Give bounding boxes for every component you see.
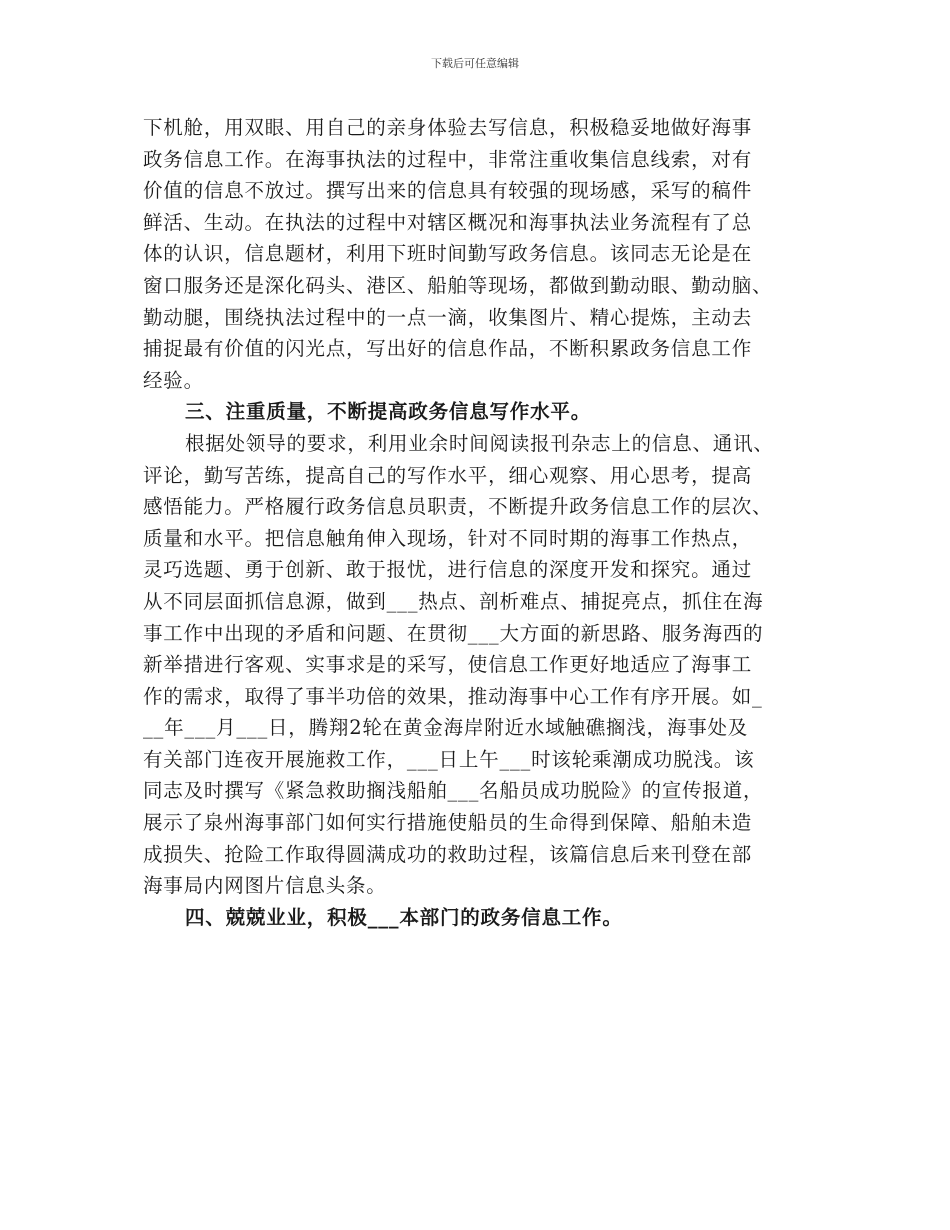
text-line: 灵巧选题、勇于创新、敢于报忧，进行信息的深度开发和探究。通过 xyxy=(143,558,753,582)
text-line: 鲜活、生动。在执法的过程中对辖区概况和海事执法业务流程有了总 xyxy=(143,210,753,234)
text-line: 经验。 xyxy=(143,368,204,392)
text-line: __年___月___日，腾翔2轮在黄金海岸附近水域触礁搁浅，海事处及 xyxy=(143,716,749,740)
text-line: 根据处领导的要求，利用业余时间阅读报刊杂志上的信息、通讯、 xyxy=(185,431,774,455)
text-line: 政务信息工作。在海事执法的过程中，非常注重收集信息线索，对有 xyxy=(143,147,753,171)
text-line: 有关部门连夜开展施救工作，___日上午___时该轮乘潮成功脱浅。该 xyxy=(143,747,755,771)
text-line: 同志及时撰写《紧急救助搁浅船舶___名船员成功脱险》的宣传报道， xyxy=(143,779,764,803)
text-line: 下机舱，用双眼、用自己的亲身体验去写信息，积极稳妥地做好海事 xyxy=(143,116,753,139)
text-line: 捕捉最有价值的闪光点，写出好的信息作品，不断积累政务信息工作 xyxy=(143,337,753,361)
text-line: 作的需求，取得了事半功倍的效果，推动海事中心工作有序开展。如_ xyxy=(143,684,763,708)
text-line: 勤动腿，围绕执法过程中的一点一滴，收集图片、精心提炼，主动去 xyxy=(143,305,753,329)
document-body xyxy=(143,112,833,933)
text-line: 评论，勤写苦练，提高自己的写作水平，细心观察、用心思考，提高 xyxy=(143,463,753,487)
text-line: 成损失、抢险工作取得圆满成功的救助过程，该篇信息后来刊登在部 xyxy=(143,842,753,866)
page-header: 下载后可任意编辑 xyxy=(431,57,519,70)
text-line: 新举措进行客观、实事求是的采写，使信息工作更好地适应了海事工 xyxy=(143,653,753,677)
text-line: 感悟能力。严格履行政务信息员职责，不断提升政务信息工作的层次、 xyxy=(143,495,773,519)
section-heading: 三、注重质量，不断提高政务信息写作水平。 xyxy=(185,400,592,424)
section-heading: 四、兢兢业业，积极___本部门的政务信息工作。 xyxy=(185,905,623,929)
text-line: 海事局内网图片信息头条。 xyxy=(143,874,387,898)
text-line: 事工作中出现的矛盾和问题、在贯彻___大方面的新思路、服务海西的 xyxy=(143,621,764,645)
text-line: 质量和水平。把信息触角伸入现场，针对不同时期的海事工作热点， xyxy=(143,526,753,550)
text-line: 价值的信息不放过。撰写出来的信息具有较强的现场感，采写的稿件 xyxy=(143,179,753,203)
text-line: 从不同层面抓信息源，做到___热点、剖析难点、捕捉亮点，抓住在海 xyxy=(143,589,764,613)
text-line: 体的认识，信息题材，利用下班时间勤写政务信息。该同志无论是在 xyxy=(143,242,753,266)
text-line: 展示了泉州海事部门如何实行措施使船员的生命得到保障、船舶未造 xyxy=(143,811,753,835)
text-line: 窗口服务还是深化码头、港区、船舶等现场，都做到勤动眼、勤动脑、 xyxy=(143,273,773,297)
